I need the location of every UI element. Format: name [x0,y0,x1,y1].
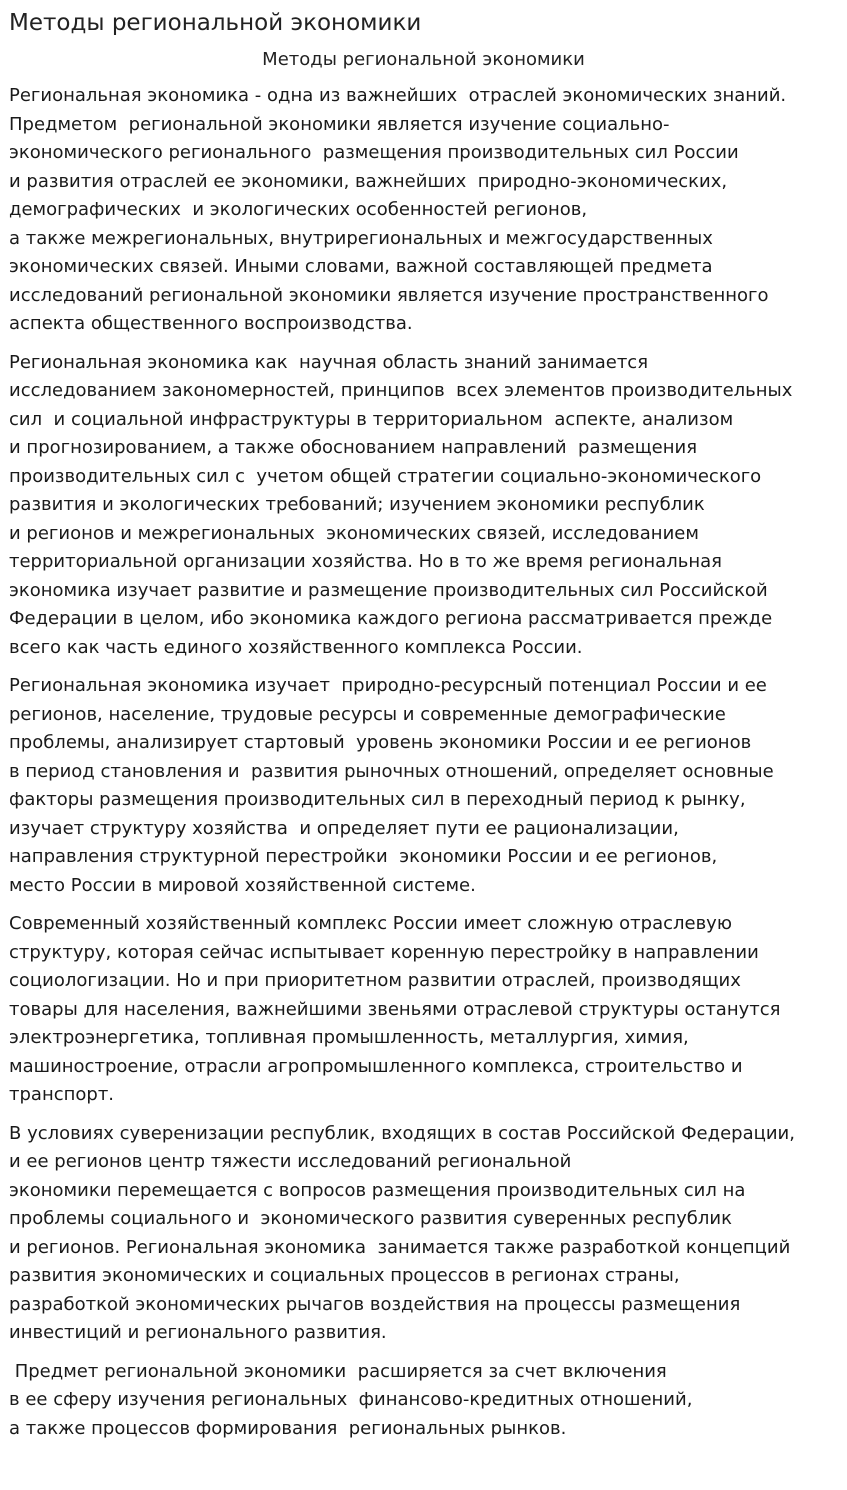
paragraph-4 [9,910,838,1110]
document-body [9,82,838,1443]
document-heading: Методы региональной экономики [262,49,585,70]
text-line: аспекта общественного воспроизводства. [9,313,413,334]
paragraph-2 [9,349,838,663]
text-line: территориальной организации хозяйства. Но в то же время региональная [9,551,722,572]
text-line: и ее регионов центр тяжести исследований региональной [9,1151,572,1172]
text-line: проблемы социального и экономического развития суверенных республик [9,1208,732,1229]
text-line: экономического регионального размещения производительных сил России [9,142,739,163]
text-line: регионов, население, трудовые ресурсы и современные демографические [9,703,726,725]
text-line: экономики перемещается с вопросов размещения производительных сил на [9,1179,746,1201]
paragraph-6 [9,1358,838,1444]
text-line: место России в мировой хозяйственной системе. [9,874,476,896]
text-line: экономика изучает развитие и размещение производительных сил Российской [9,579,768,601]
paragraph-5 [9,1120,838,1348]
text-line: в ее сферу изучения региональных финансово-кредитных отношений, [9,1389,693,1410]
text-line: всего как часть единого хозяйственного комплекса России. [9,636,583,658]
text-line: и регионов и межрегиональных экономических связей, исследованием [9,522,699,544]
text-line: Предметом региональной экономики является изучение социально- [9,113,670,135]
text-line: товары для населения, важнейшими звеньями отраслевой структуры останутся [9,998,781,1020]
text-line: исследованием закономерностей, принципов всех элементов производительных [9,380,793,401]
text-line: Региональная экономика - одна из важнейших отраслей экономических знаний. [9,85,787,106]
text-line: электроэнергетика, топливная промышленность, металлургия, химия, [9,1027,689,1048]
text-line: проблемы, анализирует стартовый уровень экономики России и ее регионов [9,732,752,753]
text-line: и развития отраслей ее экономики, важнейших природно-экономических, [9,170,728,192]
text-line: а также процессов формирования региональных рынков. [9,1417,567,1439]
text-line: и прогнозированием, а также обоснованием направлений размещения [9,437,698,458]
text-line: демографических и экологических особенностей регионов, [9,199,588,220]
text-line: Региональная экономика изучает природно-ресурсный потенциал России и ее [9,675,767,696]
text-line: транспорт. [9,1084,115,1105]
text-line: изучает структуру хозяйства и определяет пути ее рационализации, [9,817,679,839]
text-line: социологизации. Но и при приоритетном развитии отраслей, производящих [9,970,741,991]
text-line: исследований региональной экономики является изучение пространственного [9,284,769,306]
text-line: экономических связей. Иными словами, важной составляющей предмета [9,256,713,277]
paragraph-3 [9,672,838,900]
text-line: в период становления и развития рыночных отношений, определяет основные [9,760,774,782]
text-line: разработкой экономических рычагов воздействия на процессы размещения [9,1293,741,1315]
paragraph-1 [9,82,838,339]
text-line: инвестиций и регионального развития. [9,1322,387,1343]
text-line: структуру, которая сейчас испытывает коренную перестройку в направлении [9,941,759,963]
text-line: Современный хозяйственный комплекс России имеет сложную отраслевую [9,913,732,934]
text-line: машиностроение, отрасли агропромышленного комплекса, строительство и [9,1055,743,1077]
text-line: сил и социальной инфраструктуры в территориальном аспекте, анализом [9,408,734,430]
text-line: В условиях суверенизации республик, входящих в состав Российской Федерации, [9,1122,795,1144]
text-line: Предмет региональной экономики расширяется за счет включения [9,1360,667,1382]
text-line: а также межрегиональных, внутрирегиональных и межгосударственных [9,227,713,249]
text-line: Федерации в целом, ибо экономика каждого региона рассматривается прежде [9,608,773,629]
text-line: производительных сил с учетом общей стратегии социально-экономического [9,465,762,487]
text-line: факторы размещения производительных сил в переходный период к рынку, [9,789,746,810]
text-line: развития экономических и социальных процессов в регионах страны, [9,1265,680,1286]
text-line: и регионов. Региональная экономика занимается также разработкой концепций [9,1236,791,1258]
text-line: развития и экологических требований; изучением экономики республик [9,494,705,515]
text-line: направления структурной перестройки экономики России и ее регионов, [9,846,718,867]
text-line: Региональная экономика как научная область знаний занимается [9,351,649,373]
page-title: Методы региональной экономики [9,10,422,36]
